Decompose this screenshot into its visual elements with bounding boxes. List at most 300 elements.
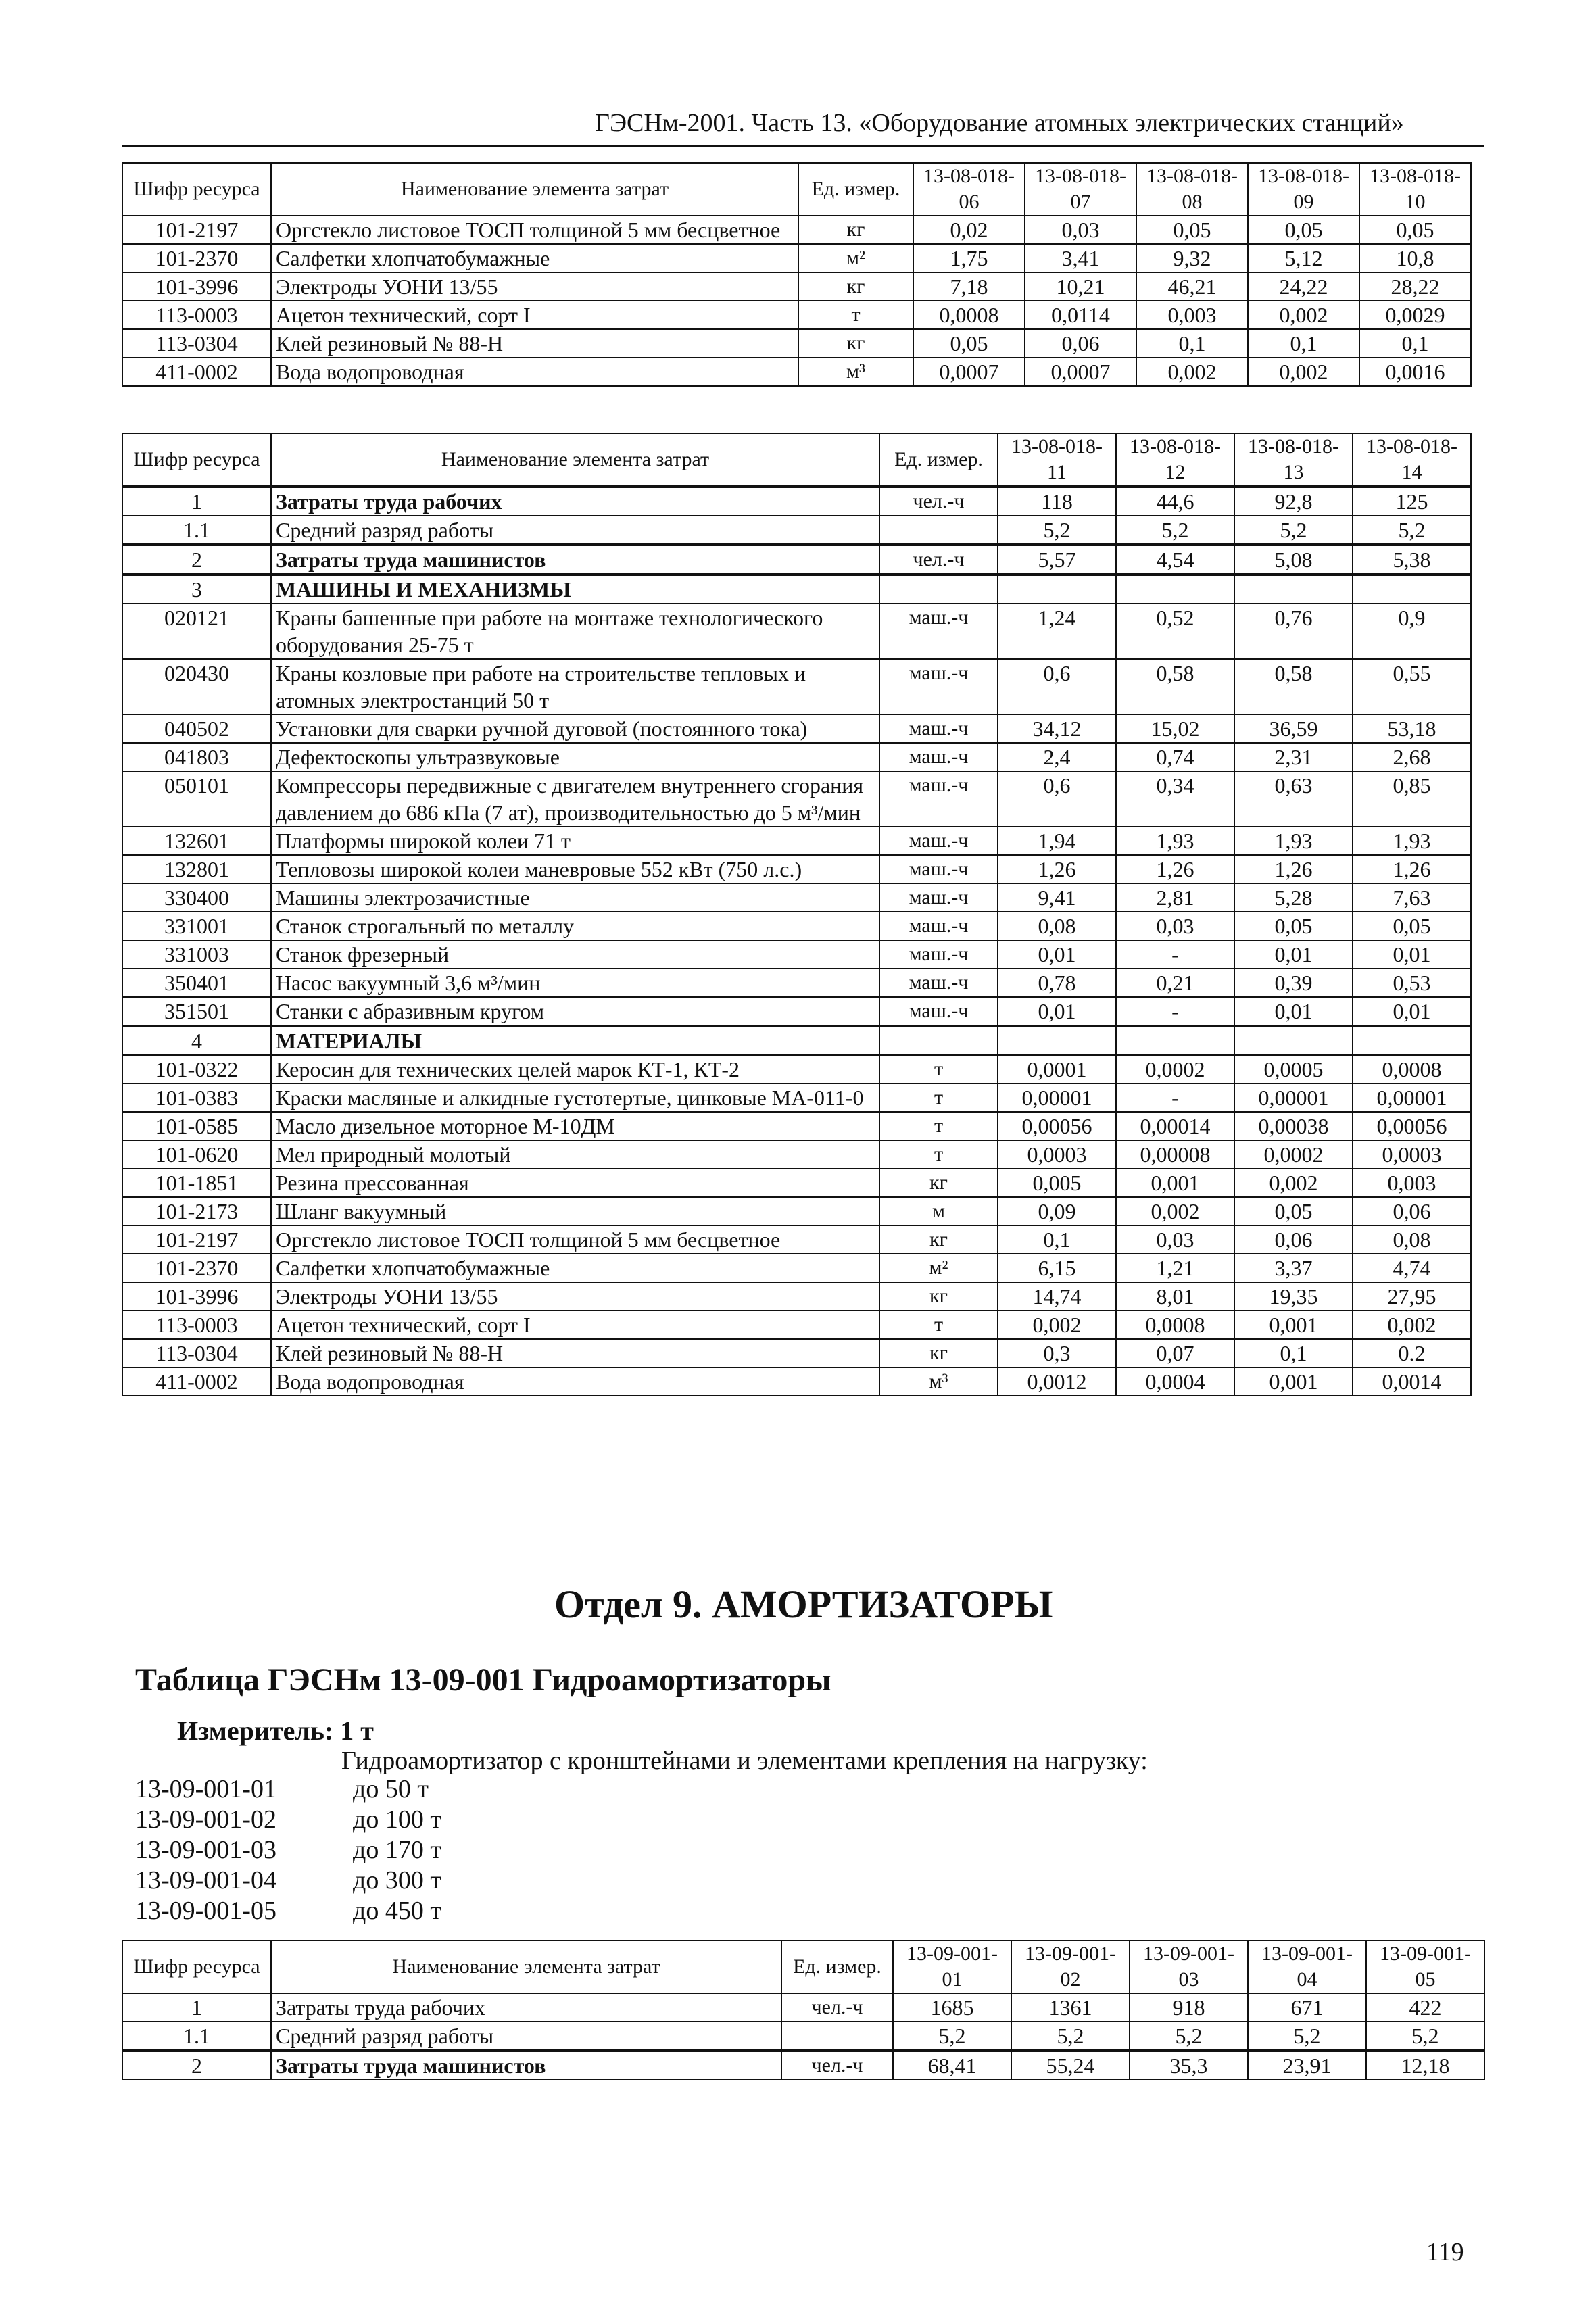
resource-name: Электроды УОНИ 13/55 (271, 1282, 879, 1311)
column-header: Наименование элемента затрат (271, 433, 879, 487)
resource-name: Краны башенные при работе на монтаже технологического оборудования 25-75 т (271, 604, 879, 659)
value-cell: 5,2 (1116, 516, 1234, 545)
unit-cell: чел.-ч (781, 1993, 893, 2022)
value-cell: 0,00001 (998, 1083, 1116, 1112)
value-cell: 0,00001 (1353, 1083, 1471, 1112)
table-row (122, 714, 1471, 743)
unit-cell: маш.-ч (879, 827, 998, 855)
resource-name: Салфетки хлопчатобумажные (271, 1254, 879, 1282)
value-cell: - (1116, 1083, 1234, 1112)
value-cell: 0,0007 (913, 358, 1025, 386)
value-cell: 0,01 (1234, 997, 1353, 1026)
table-row (122, 487, 1471, 516)
value-cell: 0,00001 (1234, 1083, 1353, 1112)
unit-cell: маш.-ч (879, 940, 998, 969)
resource-name: МАТЕРИАЛЫ (271, 1026, 879, 1055)
unit-cell: м³ (879, 1367, 998, 1396)
table-row (122, 272, 1471, 301)
value-cell: 0,0002 (1234, 1140, 1353, 1169)
value-cell: 0,003 (1353, 1169, 1471, 1197)
value-cell: 0,1 (998, 1225, 1116, 1254)
resource-name: Шланг вакуумный (271, 1197, 879, 1225)
table-row (122, 2022, 1484, 2051)
resource-name: МАШИНЫ И МЕХАНИЗМЫ (271, 575, 879, 604)
table-row (122, 301, 1471, 329)
resource-code: 101-2370 (122, 244, 271, 272)
value-cell: 1,26 (1116, 855, 1234, 883)
value-cell: 0,01 (998, 997, 1116, 1026)
resource-code: 101-2197 (122, 1225, 271, 1254)
column-header: 13-08-018-09 (1248, 163, 1359, 216)
unit-cell (781, 2022, 893, 2051)
resource-code: 113-0304 (122, 329, 271, 358)
value-cell: 125 (1353, 487, 1471, 516)
item-code: 13-09-001-04 (135, 1866, 276, 1895)
table-title: Таблица ГЭСНм 13-09-001 Гидроамортизаторы (135, 1662, 831, 1698)
value-cell: 0,3 (998, 1339, 1116, 1367)
resource-code: 113-0304 (122, 1339, 271, 1367)
resource-name: Дефектоскопы ультразвуковые (271, 743, 879, 771)
resource-name: Краски масляные и алкидные густотертые, цинковые МА-011-0 (271, 1083, 879, 1112)
value-cell: 0,08 (1353, 1225, 1471, 1254)
table-row (122, 1311, 1471, 1339)
value-cell: 5,2 (1130, 2022, 1248, 2051)
resource-code: 331003 (122, 940, 271, 969)
unit-cell: маш.-ч (879, 883, 998, 912)
unit-cell: маш.-ч (879, 659, 998, 714)
value-cell: 1,21 (1116, 1254, 1234, 1282)
value-cell: 1,26 (1353, 855, 1471, 883)
resource-name: Средний разряд работы (271, 2022, 781, 2051)
resource-name: Салфетки хлопчатобумажные (271, 244, 798, 272)
value-cell: 0,1 (1248, 329, 1359, 358)
table-row (122, 1169, 1471, 1197)
value-cell: 1,75 (913, 244, 1025, 272)
value-cell: 0,0014 (1353, 1367, 1471, 1396)
table-header-row (122, 163, 1471, 216)
value-cell: 0,01 (998, 940, 1116, 969)
unit-cell (879, 1026, 998, 1055)
value-cell: 36,59 (1234, 714, 1353, 743)
unit-cell: маш.-ч (879, 743, 998, 771)
table-row (122, 216, 1471, 244)
resource-name: Вода водопроводная (271, 1367, 879, 1396)
table-row (122, 827, 1471, 855)
resource-name: Масло дизельное моторное М-10ДМ (271, 1112, 879, 1140)
unit-cell: чел.-ч (879, 487, 998, 516)
value-cell: 0,001 (1116, 1169, 1234, 1197)
value-cell: 0,1 (1136, 329, 1248, 358)
column-header: 13-09-001-04 (1248, 1941, 1366, 1993)
value-cell: 0,00008 (1116, 1140, 1234, 1169)
resource-code: 101-0585 (122, 1112, 271, 1140)
resource-name: Насос вакуумный 3,6 м³/мин (271, 969, 879, 997)
column-header: 13-09-001-02 (1011, 1941, 1130, 1993)
resource-code: 020430 (122, 659, 271, 714)
item-code: 13-09-001-03 (135, 1836, 276, 1864)
value-cell: 5,2 (1366, 2022, 1484, 2051)
value-cell: 7,63 (1353, 883, 1471, 912)
resource-code: 040502 (122, 714, 271, 743)
running-header: ГЭСНм-2001. Часть 13. «Оборудование атомных электрических станций» (595, 109, 1404, 137)
value-cell: 0,78 (998, 969, 1116, 997)
table-row (122, 1140, 1471, 1169)
value-cell: 0,76 (1234, 604, 1353, 659)
value-cell: 0,08 (998, 912, 1116, 940)
value-cell: 0,03 (1116, 1225, 1234, 1254)
unit-cell: маш.-ч (879, 604, 998, 659)
value-cell: 53,18 (1353, 714, 1471, 743)
column-header: 13-08-018-10 (1359, 163, 1471, 216)
resource-code: 113-0003 (122, 1311, 271, 1339)
table-row (122, 969, 1471, 997)
table-row (122, 575, 1471, 604)
unit-cell (879, 516, 998, 545)
resource-code: 1.1 (122, 516, 271, 545)
value-cell: 422 (1366, 1993, 1484, 2022)
value-cell: 27,95 (1353, 1282, 1471, 1311)
resource-name: Станки с абразивным кругом (271, 997, 879, 1026)
value-cell: 1,24 (998, 604, 1116, 659)
resource-name: Вода водопроводная (271, 358, 798, 386)
item-load: до 50 т (353, 1775, 429, 1803)
resource-code: 113-0003 (122, 301, 271, 329)
item-load: до 450 т (353, 1897, 441, 1925)
table-row (122, 1367, 1471, 1396)
resource-name: Затраты труда машинистов (271, 545, 879, 575)
value-cell: 1,93 (1353, 827, 1471, 855)
unit-cell: т (879, 1055, 998, 1083)
column-header: 13-08-018-12 (1116, 433, 1234, 487)
unit-cell: маш.-ч (879, 771, 998, 827)
value-cell: 0,63 (1234, 771, 1353, 827)
resource-code: 2 (122, 2051, 271, 2080)
value-cell: 0,0008 (1353, 1055, 1471, 1083)
column-header: Ед. измер. (781, 1941, 893, 1993)
value-cell: 14,74 (998, 1282, 1116, 1311)
value-cell: 44,6 (1116, 487, 1234, 516)
resource-name: Клей резиновый № 88-Н (271, 329, 798, 358)
value-cell: 23,91 (1248, 2051, 1366, 2080)
value-cell: 19,35 (1234, 1282, 1353, 1311)
value-cell: 5,08 (1234, 545, 1353, 575)
item-load: до 170 т (353, 1836, 441, 1864)
value-cell: 0,05 (1136, 216, 1248, 244)
column-header: Ед. измер. (879, 433, 998, 487)
value-cell: 0,002 (1136, 358, 1248, 386)
resource-code: 020121 (122, 604, 271, 659)
value-cell: 5,2 (893, 2022, 1011, 2051)
value-cell: 1,26 (998, 855, 1116, 883)
column-header: Шифр ресурса (122, 1941, 271, 1993)
value-cell (998, 575, 1116, 604)
resource-table-13-09-001 (122, 1940, 1485, 2080)
value-cell: 0.2 (1353, 1339, 1471, 1367)
resource-name: Мел природный молотый (271, 1140, 879, 1169)
table-row (122, 883, 1471, 912)
item-code: 13-09-001-02 (135, 1805, 276, 1834)
unit-cell: маш.-ч (879, 969, 998, 997)
resource-code: 101-2197 (122, 216, 271, 244)
resource-code: 101-3996 (122, 1282, 271, 1311)
value-cell: 5,38 (1353, 545, 1471, 575)
column-header: 13-09-001-03 (1130, 1941, 1248, 1993)
unit-cell: маш.-ч (879, 714, 998, 743)
value-cell: 0,74 (1116, 743, 1234, 771)
value-cell: 0,001 (1234, 1367, 1353, 1396)
table-row (122, 1282, 1471, 1311)
resource-table-13-08-018-11-14 (122, 433, 1472, 1396)
value-cell: 15,02 (1116, 714, 1234, 743)
table-row (122, 1197, 1471, 1225)
value-cell: 0,58 (1234, 659, 1353, 714)
value-cell: 0,1 (1234, 1339, 1353, 1367)
value-cell: 0,01 (1234, 940, 1353, 969)
resource-name: Оргстекло листовое ТОСП толщиной 5 мм бесцветное (271, 216, 798, 244)
value-cell: 0,001 (1234, 1311, 1353, 1339)
value-cell: 9,32 (1136, 244, 1248, 272)
value-cell: 0,53 (1353, 969, 1471, 997)
value-cell: 5,2 (1248, 2022, 1366, 2051)
unit-cell: м² (798, 244, 913, 272)
value-cell: 9,41 (998, 883, 1116, 912)
unit-cell: маш.-ч (879, 855, 998, 883)
value-cell: - (1116, 997, 1234, 1026)
unit-cell: маш.-ч (879, 997, 998, 1026)
value-cell: 7,18 (913, 272, 1025, 301)
unit-cell: т (798, 301, 913, 329)
value-cell: 0,003 (1136, 301, 1248, 329)
table-row (122, 1993, 1484, 2022)
value-cell: 0,0003 (998, 1140, 1116, 1169)
value-cell: 1361 (1011, 1993, 1130, 2022)
resource-code: 1 (122, 487, 271, 516)
unit-cell: кг (879, 1225, 998, 1254)
value-cell: 0,00038 (1234, 1112, 1353, 1140)
resource-code: 1.1 (122, 2022, 271, 2051)
unit-cell: кг (798, 216, 913, 244)
table-row (122, 1225, 1471, 1254)
table-row (122, 1055, 1471, 1083)
resource-name: Резина прессованная (271, 1169, 879, 1197)
table-row (122, 1339, 1471, 1367)
unit-cell: т (879, 1112, 998, 1140)
column-header: 13-08-018-14 (1353, 433, 1471, 487)
table-row (122, 604, 1471, 659)
table-row (122, 1112, 1471, 1140)
unit-cell: т (879, 1311, 998, 1339)
value-cell: 0,06 (1353, 1197, 1471, 1225)
resource-name: Керосин для технических целей марок КТ-1, КТ-2 (271, 1055, 879, 1083)
value-cell: - (1116, 940, 1234, 969)
value-cell: 2,68 (1353, 743, 1471, 771)
value-cell: 0,03 (1116, 912, 1234, 940)
value-cell: 0,05 (1248, 216, 1359, 244)
value-cell: 12,18 (1366, 2051, 1484, 2080)
value-cell: 1,93 (1234, 827, 1353, 855)
value-cell: 0,05 (1234, 1197, 1353, 1225)
value-cell: 0,0007 (1025, 358, 1136, 386)
unit-cell: м³ (798, 358, 913, 386)
resource-code: 050101 (122, 771, 271, 827)
resource-code: 101-2173 (122, 1197, 271, 1225)
resource-name: Электроды УОНИ 13/55 (271, 272, 798, 301)
value-cell: 0,21 (1116, 969, 1234, 997)
resource-code: 350401 (122, 969, 271, 997)
table-row (122, 329, 1471, 358)
table-row (122, 358, 1471, 386)
column-header: Шифр ресурса (122, 433, 271, 487)
table-row (122, 855, 1471, 883)
measure-label: Измеритель: 1 т (177, 1715, 374, 1746)
unit-cell: т (879, 1083, 998, 1112)
resource-code: 3 (122, 575, 271, 604)
item-load: до 100 т (353, 1805, 441, 1834)
resource-code: 132801 (122, 855, 271, 883)
value-cell: 5,2 (1011, 2022, 1130, 2051)
resource-code: 330400 (122, 883, 271, 912)
value-cell: 28,22 (1359, 272, 1471, 301)
value-cell: 0,9 (1353, 604, 1471, 659)
item-code: 13-09-001-05 (135, 1897, 276, 1925)
resource-name: Ацетон технический, сорт I (271, 301, 798, 329)
resource-name: Краны козловые при работе на строительстве тепловых и атомных электростанций 50 т (271, 659, 879, 714)
resource-code: 2 (122, 545, 271, 575)
value-cell: 0,05 (1234, 912, 1353, 940)
value-cell: 0,09 (998, 1197, 1116, 1225)
value-cell: 0,002 (998, 1311, 1116, 1339)
value-cell: 5,2 (1353, 516, 1471, 545)
value-cell: 0,55 (1353, 659, 1471, 714)
value-cell: 0,03 (1025, 216, 1136, 244)
resource-name: Тепловозы широкой колеи маневровые 552 кВт (750 л.с.) (271, 855, 879, 883)
value-cell: 0,002 (1116, 1197, 1234, 1225)
resource-name: Машины электрозачистные (271, 883, 879, 912)
value-cell (1116, 575, 1234, 604)
table-row (122, 516, 1471, 545)
value-cell: 0,06 (1234, 1225, 1353, 1254)
column-header: Наименование элемента затрат (271, 1941, 781, 1993)
value-cell: 5,12 (1248, 244, 1359, 272)
value-cell: 0,85 (1353, 771, 1471, 827)
column-header: Наименование элемента затрат (271, 163, 798, 216)
value-cell: 0,00056 (1353, 1112, 1471, 1140)
resource-code: 101-2370 (122, 1254, 271, 1282)
resource-code: 101-0383 (122, 1083, 271, 1112)
unit-cell: чел.-ч (781, 2051, 893, 2080)
column-header: Ед. измер. (798, 163, 913, 216)
value-cell: 1,26 (1234, 855, 1353, 883)
value-cell: 10,21 (1025, 272, 1136, 301)
value-cell: 6,15 (998, 1254, 1116, 1282)
value-cell: 0,01 (1353, 940, 1471, 969)
item-load: до 300 т (353, 1866, 441, 1895)
value-cell: 0,52 (1116, 604, 1234, 659)
resource-name: Клей резиновый № 88-Н (271, 1339, 879, 1367)
table-row (122, 771, 1471, 827)
value-cell: 0,02 (913, 216, 1025, 244)
resource-code: 041803 (122, 743, 271, 771)
value-cell: 0,01 (1353, 997, 1471, 1026)
resource-name: Оргстекло листовое ТОСП толщиной 5 мм бесцветное (271, 1225, 879, 1254)
resource-name: Станок фрезерный (271, 940, 879, 969)
item-code: 13-09-001-01 (135, 1775, 276, 1803)
table-row (122, 743, 1471, 771)
value-cell: 2,4 (998, 743, 1116, 771)
value-cell: 5,2 (998, 516, 1116, 545)
resource-name: Компрессоры передвижные с двигателем внутреннего сгорания давлением до 686 кПа (7 ат), производительностью до 5 м³/мин (271, 771, 879, 827)
value-cell (1353, 575, 1471, 604)
value-cell: 5,28 (1234, 883, 1353, 912)
table-row (122, 912, 1471, 940)
value-cell (1353, 1026, 1471, 1055)
unit-cell: кг (798, 272, 913, 301)
column-header: 13-09-001-01 (893, 1941, 1011, 1993)
unit-cell: кг (879, 1339, 998, 1367)
resource-name: Затраты труда рабочих (271, 487, 879, 516)
value-cell: 0,05 (1359, 216, 1471, 244)
table-row (122, 1083, 1471, 1112)
value-cell: 0,0001 (998, 1055, 1116, 1083)
resource-name: Средний разряд работы (271, 516, 879, 545)
resource-name: Установки для сварки ручной дуговой (постоянного тока) (271, 714, 879, 743)
table-row (122, 545, 1471, 575)
value-cell: 8,01 (1116, 1282, 1234, 1311)
item-description: Гидроамортизатор с кронштейнами и элементами крепления на нагрузку: (341, 1747, 1148, 1775)
value-cell: 0,0002 (1116, 1055, 1234, 1083)
resource-table-13-08-018-06-10 (122, 162, 1472, 387)
table-row (122, 244, 1471, 272)
value-cell: 1685 (893, 1993, 1011, 2022)
value-cell: 0,0029 (1359, 301, 1471, 329)
value-cell: 35,3 (1130, 2051, 1248, 2080)
value-cell: 0,1 (1359, 329, 1471, 358)
table-row (122, 659, 1471, 714)
unit-cell: маш.-ч (879, 912, 998, 940)
unit-cell: кг (879, 1169, 998, 1197)
table-row (122, 2051, 1484, 2080)
value-cell: 0,002 (1353, 1311, 1471, 1339)
page-number: 119 (1426, 2238, 1464, 2266)
value-cell: 10,8 (1359, 244, 1471, 272)
resource-code: 1 (122, 1993, 271, 2022)
value-cell: 0,002 (1234, 1169, 1353, 1197)
resource-code: 4 (122, 1026, 271, 1055)
column-header: 13-08-018-06 (913, 163, 1025, 216)
value-cell: 4,54 (1116, 545, 1234, 575)
value-cell: 55,24 (1011, 2051, 1130, 2080)
column-header: 13-09-001-05 (1366, 1941, 1484, 1993)
column-header: Шифр ресурса (122, 163, 271, 216)
value-cell: 0,05 (913, 329, 1025, 358)
unit-cell: м (879, 1197, 998, 1225)
value-cell: 0,6 (998, 771, 1116, 827)
value-cell: 24,22 (1248, 272, 1359, 301)
value-cell: 0,0004 (1116, 1367, 1234, 1396)
value-cell: 0,0003 (1353, 1140, 1471, 1169)
value-cell: 34,12 (998, 714, 1116, 743)
value-cell: 4,74 (1353, 1254, 1471, 1282)
resource-name: Платформы широкой колеи 71 т (271, 827, 879, 855)
value-cell: 5,2 (1234, 516, 1353, 545)
column-header: 13-08-018-08 (1136, 163, 1248, 216)
value-cell (1234, 575, 1353, 604)
table-header-row (122, 433, 1471, 487)
resource-code: 101-0322 (122, 1055, 271, 1083)
unit-cell: чел.-ч (879, 545, 998, 575)
resource-code: 411-0002 (122, 358, 271, 386)
value-cell: 0,0114 (1025, 301, 1136, 329)
